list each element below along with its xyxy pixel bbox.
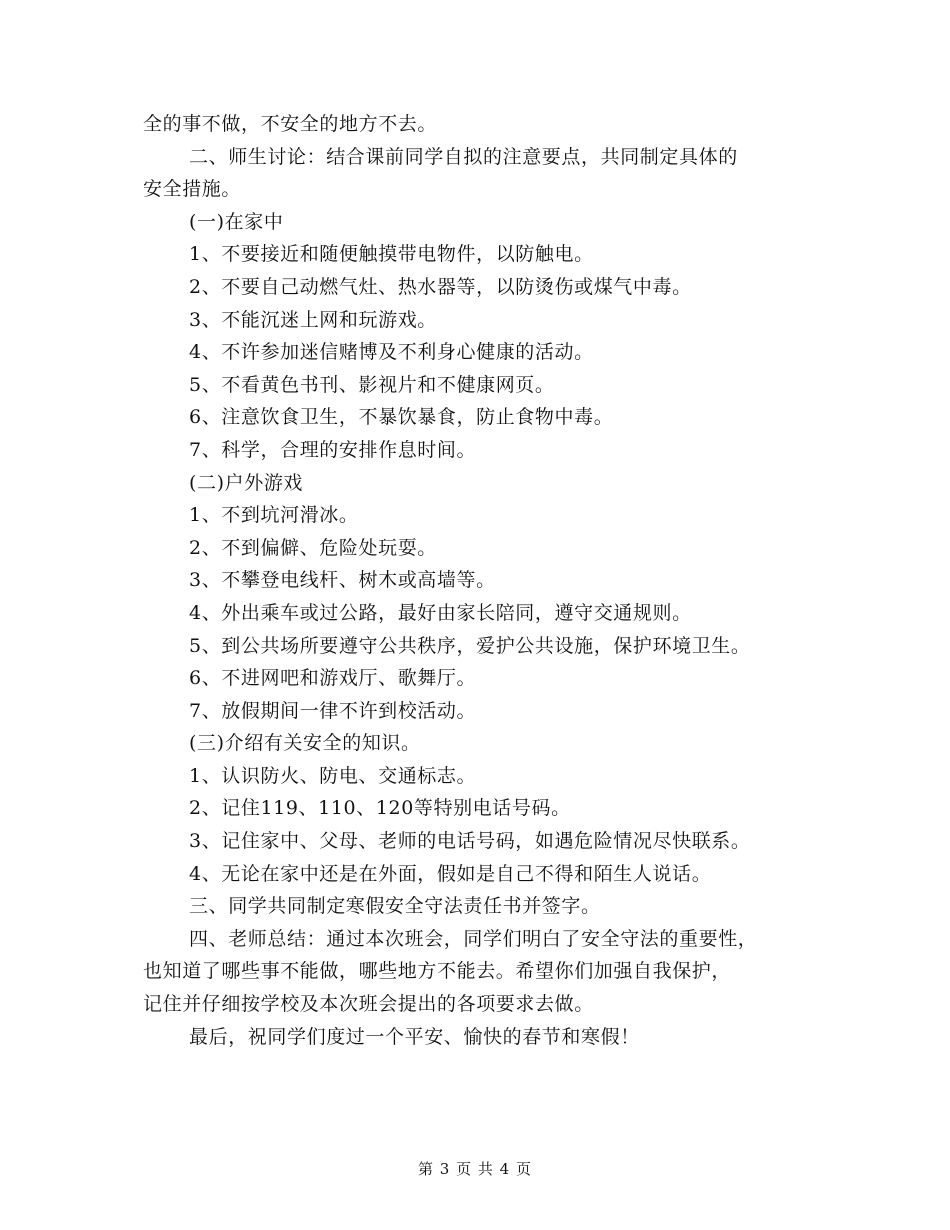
text-line: 2、不到偏僻、危险处玩耍。 <box>189 536 437 559</box>
text-line: 3、不能沉迷上网和玩游戏。 <box>189 308 437 331</box>
text-line: 6、不进网吧和游戏厅、歌舞厅。 <box>189 667 477 690</box>
text-line: 三、同学共同制定寒假安全守法责任书并签字。 <box>189 895 601 918</box>
page-footer: 第 3 页 共 4 页 <box>418 1160 532 1178</box>
text-line: 3、记住家中、父母、老师的电话号码，如遇危险情况尽快联系。 <box>189 830 751 853</box>
text-line: 1、不到坑河滑冰。 <box>189 504 359 527</box>
text-line: 5、到公共场所要遵守公共秩序，爱护公共设施，保护环境卫生。 <box>189 634 751 657</box>
document-body <box>143 108 811 1053</box>
text-line: 7、放假期间一律不许到校活动。 <box>189 699 477 722</box>
text-line: 2、记住119、110、120等特别电话号码。 <box>189 797 571 820</box>
text-line: 1、认识防火、防电、交通标志。 <box>189 764 477 787</box>
text-line: 最后，祝同学们度过一个平安、愉快的春节和寒假！ <box>189 1025 640 1048</box>
text-line: 4、不许参加迷信赌博及不利身心健康的活动。 <box>189 341 594 364</box>
text-line: 四、老师总结：通过本次班会，同学们明白了安全守法的重要性， <box>189 927 758 950</box>
text-line: 7、科学，合理的安排作息时间。 <box>189 438 477 461</box>
text-line: 也知道了哪些事不能做，哪些地方不能去。希望你们加强自我保护， <box>143 960 732 983</box>
text-line: 2、不要自己动燃气灶、热水器等，以防烫伤或煤气中毒。 <box>189 275 692 298</box>
text-line: 1、不要接近和随便触摸带电物件，以防触电。 <box>189 243 594 266</box>
text-line: (二)户外游戏 <box>189 471 304 494</box>
text-line: (三)介绍有关安全的知识。 <box>189 732 421 755</box>
text-line: 5、不看黄色书刊、影视片和不健康网页。 <box>189 373 555 396</box>
text-line: 安全措施。 <box>143 178 242 201</box>
text-line: 二、师生讨论：结合课前同学自拟的注意要点，共同制定具体的 <box>189 145 738 168</box>
text-line: (一)在家中 <box>189 210 284 233</box>
text-line: 4、无论在家中还是在外面，假如是自己不得和陌生人说话。 <box>189 862 712 885</box>
text-line: 3、不攀登电线杆、树木或高墙等。 <box>189 569 496 592</box>
text-line: 记住并仔细按学校及本次班会提出的各项要求去做。 <box>143 993 594 1016</box>
text-line: 全的事不做，不安全的地方不去。 <box>143 113 438 135</box>
text-line: 6、注意饮食卫生，不暴饮暴食，防止食物中毒。 <box>189 406 614 429</box>
text-line: 4、外出乘车或过公路，最好由家长陪同，遵守交通规则。 <box>189 601 692 624</box>
